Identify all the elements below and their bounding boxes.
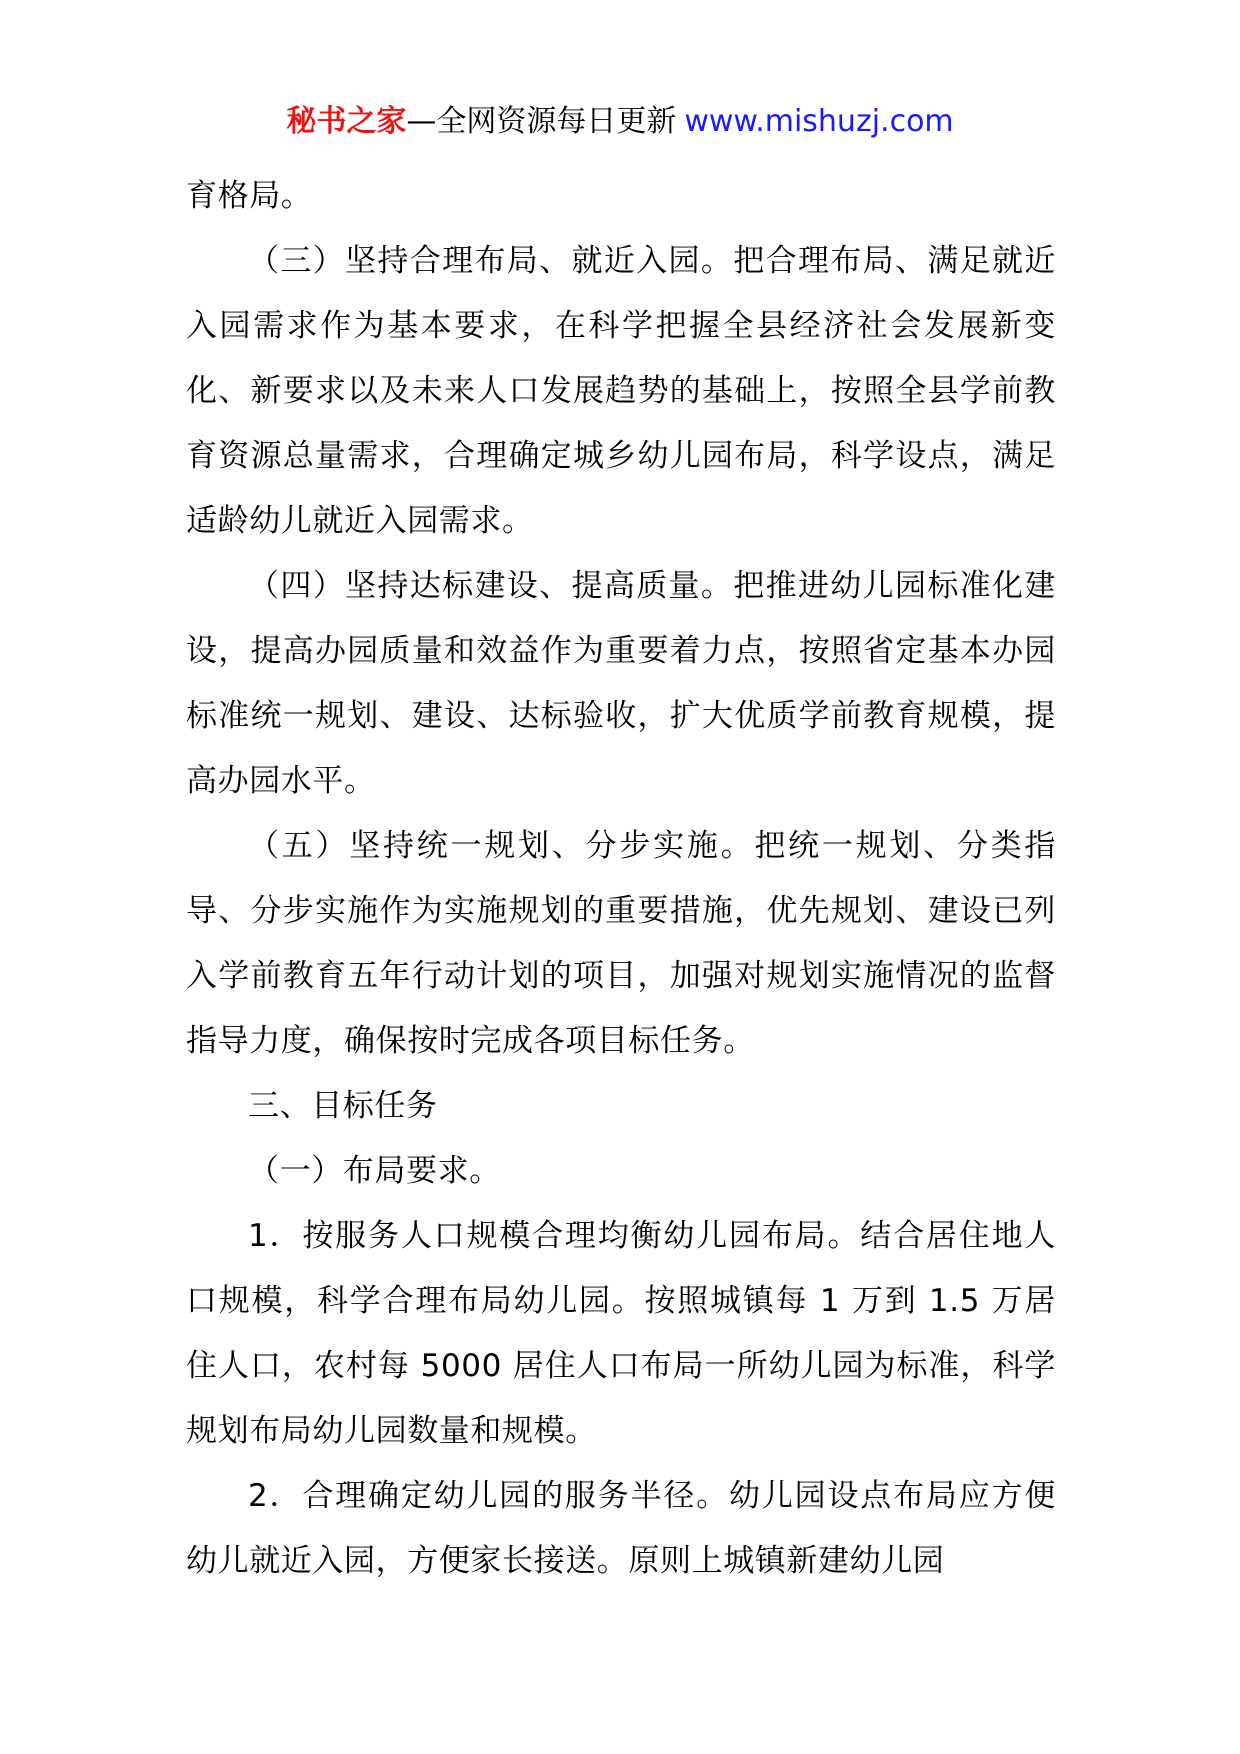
site-url-link[interactable]: www.mishuzj.com <box>684 104 954 139</box>
section-heading-goals: 三、目标任务 <box>248 1088 438 1124</box>
site-header <box>0 102 1240 142</box>
document-body <box>186 164 1056 1594</box>
paragraph-continuation: 育格局。 <box>186 178 313 214</box>
site-tagline: —全网资源每日更新 <box>406 104 677 139</box>
paragraph-principle-5: （五）坚持统一规划、分步实施。把统一规划、分类指导、分步实施作为实施规划的重要措施，优先规划、建设已列入学前教育五年行动计划的项目，加强对规划实施情况的监督指导力度，确保按时完成各项目标任务。 <box>186 828 1056 1059</box>
subsection-heading-layout: （一）布局要求。 <box>248 1153 501 1189</box>
paragraph-item-2: 2．合理确定幼儿园的服务半径。幼儿园设点布局应方便幼儿就近入园，方便家长接送。原则上城镇新建幼儿园 <box>186 1478 1056 1579</box>
site-brand: 秘书之家 <box>286 104 407 139</box>
paragraph-principle-4: （四）坚持达标建设、提高质量。把推进幼儿园标准化建设，提高办园质量和效益作为重要着力点，按照省定基本办园标准统一规划、建设、达标验收，扩大优质学前教育规模，提高办园水平。 <box>186 568 1056 799</box>
paragraph-item-1: 1．按服务人口规模合理均衡幼儿园布局。结合居住地人口规模，科学合理布局幼儿园。按照城镇每 1 万到 1.5 万居住人口，农村每 5000 居住人口布局一所幼儿园为标准，科学规划布局幼儿园数量和规模。 <box>186 1218 1056 1449</box>
paragraph-principle-3: （三）坚持合理布局、就近入园。把合理布局、满足就近入园需求作为基本要求，在科学把握全县经济社会发展新变化、新要求以及未来人口发展趋势的基础上，按照全县学前教育资源总量需求，合理确定城乡幼儿园布局，科学设点，满足适龄幼儿就近入园需求。 <box>186 243 1056 539</box>
